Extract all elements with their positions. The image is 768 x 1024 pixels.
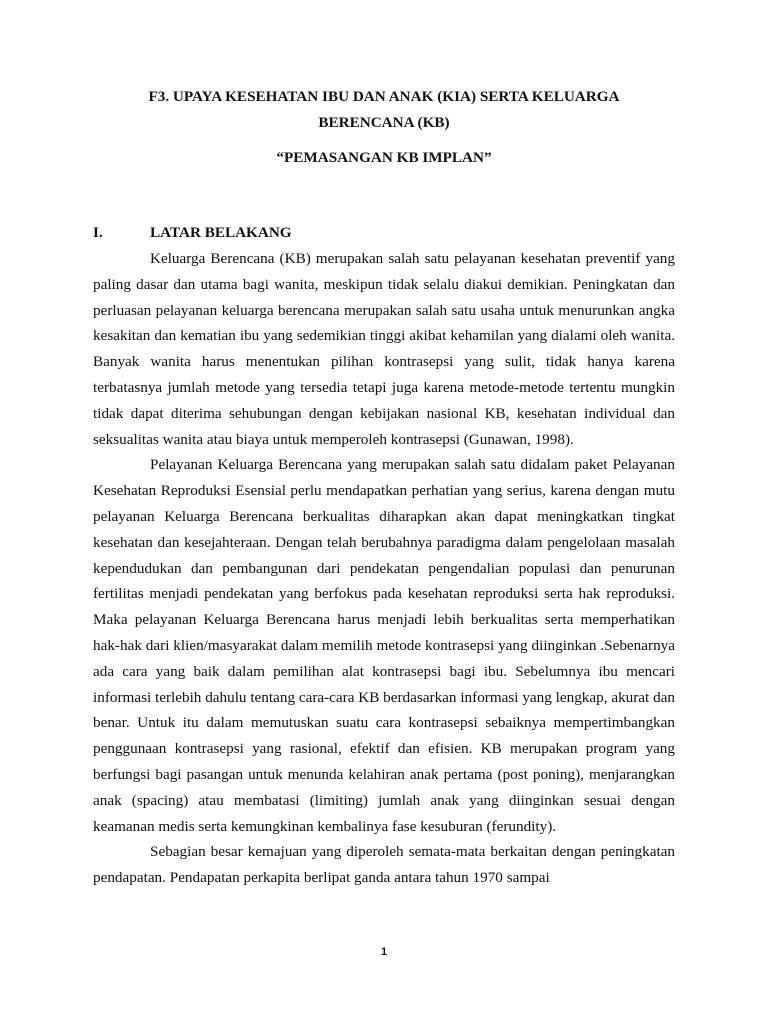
paragraph: Keluarga Berencana (KB) merupakan salah satu pelayanan kesehatan preventif yang paling dasar dan utama bagi wanita, meskipun tidak selalu diakui demikian. Peningkatan dan perluasan pelayanan keluarga berencana merupakan salah satu usaha untuk menurunkan angka kesakitan dan kematian ibu yang sedemikian tinggi akibat kehamilan yang dialami oleh wanita. Banyak wanita harus menentukan pilihan kontrasepsi yang sulit, tidak hanya karena terbatasnya jumlah metode yang tersedia tetapi juga karena metode-metode tertentu mungkin tidak dapat diterima sehubungan dengan kebijakan nasional KB, kesehatan individual dan seksualitas wanita atau biaya untuk memperoleh kontrasepsi (Gunawan, 1998).: [93, 250, 675, 448]
document-title-line-1: F3. UPAYA KESEHATAN IBU DAN ANAK (KIA) SERTA KELUARGA: [148, 88, 620, 105]
document-title-line-2: BERENCANA (KB): [318, 114, 450, 131]
paragraph: Pelayanan Keluarga Berencana yang merupakan salah satu didalam paket Pelayanan Kesehatan Reproduksi Esensial perlu mendapatkan perhatian yang serius, karena dengan mutu pelayanan Keluarga Berencana berkualitas diharapkan akan dapat meningkatkan tingkat kesehatan dan kesejahteraan. Dengan telah berubahnya paradigma dalam pengelolaan masalah kependudukan dan pembangunan dari pendekatan pengendalian populasi dan penurunan fertilitas menjadi pendekatan yang berfokus pada kesehatan reproduksi serta hak reproduksi. Maka pelayanan Keluarga Berencana harus menjadi lebih berkualitas serta memperhatikan hak-hak dari klien/masyarakat dalam memilih metode kontrasepsi yang diinginkan .Sebenarnya ada cara yang baik dalam pemilihan alat kontrasepsi bagi ibu. Sebelumnya ibu mencari informasi terlebih dahulu tentang cara-cara KB berdasarkan informasi yang lengkap, akurat dan benar. Untuk itu dalam memutuskan suatu cara kontrasepsi sebaiknya mempertimbangkan penggunaan kontrasepsi yang rasional, efektif dan efisien. KB merupakan program yang berfungsi bagi pasangan untuk menunda kelahiran anak pertama (post poning), menjarangkan anak (spacing) atau membatasi (limiting) jumlah anak yang diinginkan sesuai dengan keamanan medis serta kemungkinan kembalinya fase kesuburan (ferundity).: [93, 456, 675, 835]
section-number: I.: [93, 224, 103, 241]
document-subtitle: “PEMASANGAN KB IMPLAN”: [276, 149, 492, 166]
section-title: LATAR BELAKANG: [150, 224, 292, 241]
section-heading: [93, 224, 292, 242]
paragraph: Sebagian besar kemajuan yang diperoleh semata-mata berkaitan dengan peningkatan pendapatan. Pendapatan perkapita berlipat ganda antara tahun 1970 sampai: [93, 843, 675, 887]
page-number: 1: [380, 946, 388, 958]
body-text: [93, 246, 675, 891]
